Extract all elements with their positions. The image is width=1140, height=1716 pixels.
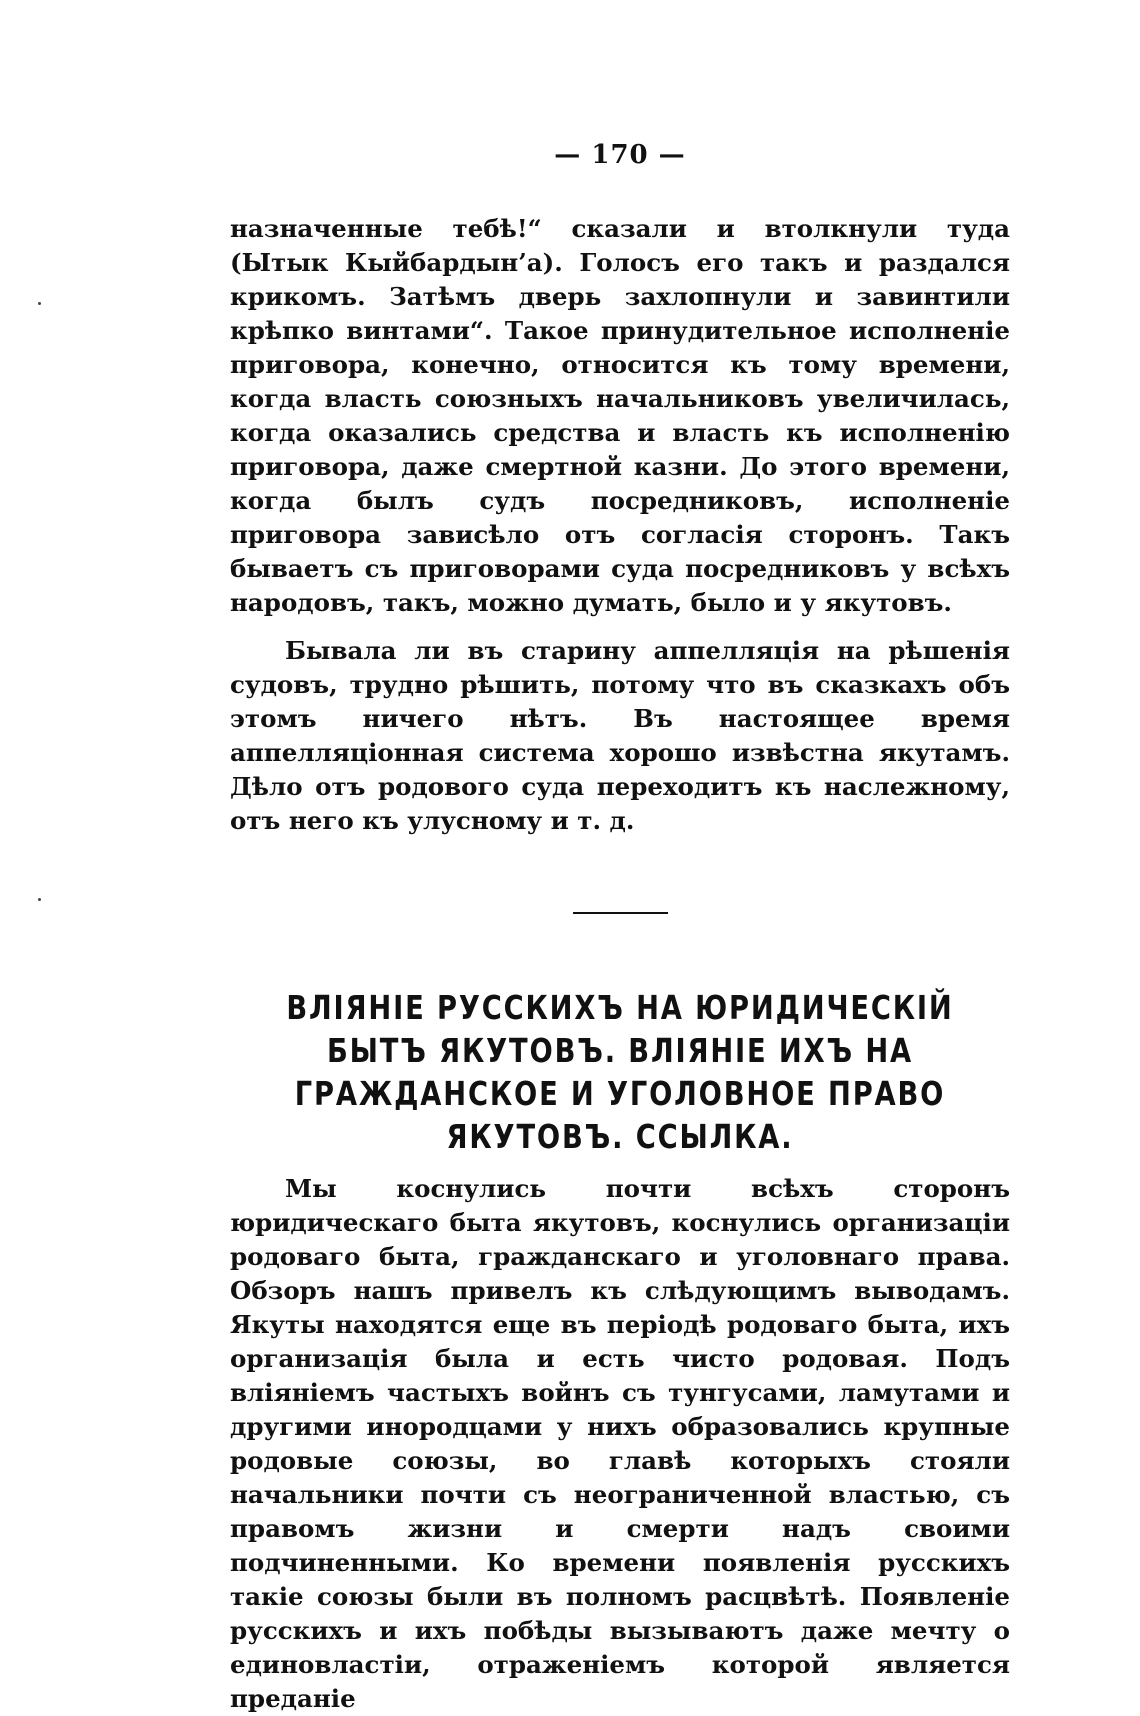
scan-speck: [38, 302, 41, 305]
paragraph-continued: назначенные тебѣ!“ сказали и втолкнули туда (Ытык Кыйбардын’а). Голосъ его такъ и раздался крикомъ. Затѣмъ дверь захлопнули и завинтили крѣпко винтами“. Такое принудительное исполненіе приговора, конечно, относится къ тому времени, когда власть союзныхъ начальниковъ увеличилась, когда оказались средства и власть къ исполненію приговора, даже смертной казни. До этого времени, когда былъ судъ посредниковъ, исполненіе приговора зависѣло отъ согласія сторонъ. Такъ бываетъ съ приговорами суда посредниковъ у всѣхъ народовъ, такъ, можно думать, было и у якутовъ.: [230, 214, 1010, 617]
book-page: [230, 140, 1010, 1716]
paragraph-appeal: Бывала ли въ старину аппелляція на рѣшенія судовъ, трудно рѣшить, потому что въ сказкахъ объ этомъ ничего нѣтъ. Въ настоящее время аппелляціонная система хорошо извѣстна якутамъ. Дѣло отъ родового суда переходитъ къ наслежному, отъ него къ улусному и т. д.: [230, 636, 1010, 835]
scan-speck: [38, 898, 41, 901]
section-heading: ВЛІЯНІЕ РУССКИХЪ НА ЮРИДИЧЕСКІЙ БЫТЪ ЯКУТОВЪ. ВЛІЯНІЕ ИХЪ НА ГРАЖДАНСКОЕ И УГОЛОВНОЕ ПРАВО ЯКУТОВЪ. ССЫЛКА.: [286, 988, 954, 1156]
page-number: — 170 —: [554, 140, 686, 170]
section-divider: [573, 912, 668, 914]
paragraph-summary: Мы коснулись почти всѣхъ сторонъ юридическаго быта якутовъ, коснулись организаціи родоваго быта, гражданскаго и уголовнаго права. Обзоръ нашъ привелъ къ слѣдующимъ выводамъ. Якуты находятся еще въ періодѣ родоваго быта, ихъ организація была и есть чисто родовая. Подъ вліяніемъ частыхъ войнъ съ тунгусами, ламутами и другими инородцами у нихъ образовались крупные родовые союзы, во главѣ которыхъ стояли начальники почти съ неограниченной властью, съ правомъ жизни и смерти надъ своими подчиненными. Ко времени появленія русскихъ такіе союзы были въ полномъ расцвѣтѣ. Появленіе русскихъ и ихъ побѣды вызываютъ даже мечту о единовластіи, отраженіемъ которой является преданіе: [230, 1174, 1010, 1713]
